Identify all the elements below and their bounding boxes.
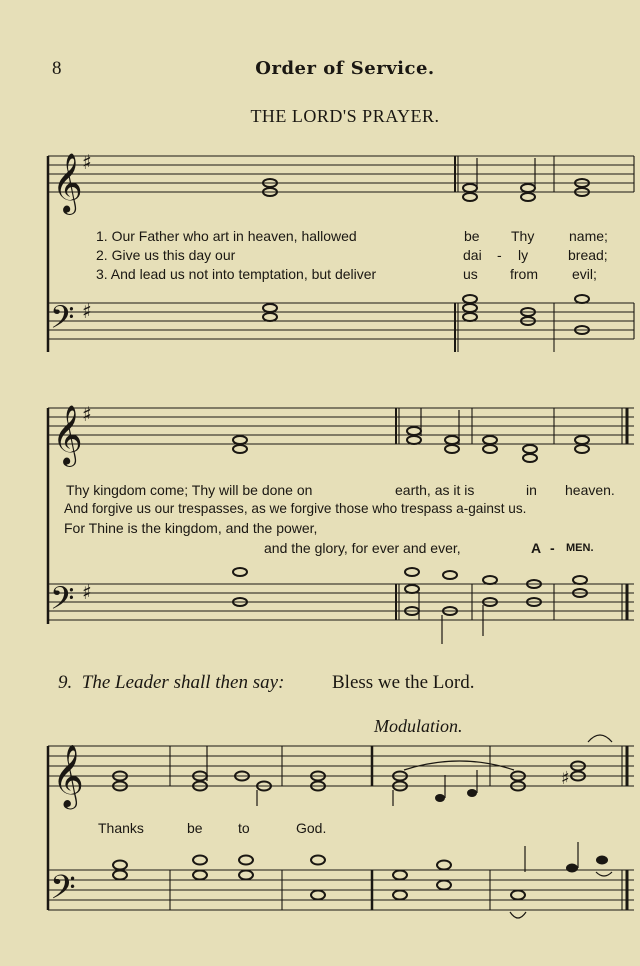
lyric-word: be [187,820,203,836]
system3-bass-staff [48,870,634,910]
lyric-word: God. [296,820,327,836]
verse-2-text: 2. Give us this day our [96,247,236,263]
amen-syllable: MEN. [566,542,594,554]
verse-3-word: from [510,266,538,282]
verse-3-word: evil; [572,266,597,282]
item-9-instruction [58,672,284,694]
verse-1-word: name; [569,228,608,244]
verse-2-word: dai [463,247,482,263]
lyric-line: Thy kingdom come; Thy will be done on [66,482,313,498]
verse-1-text: 1. Our Father who art in heaven, hallowed [96,228,357,244]
bass-clef-icon: 𝄢 [50,299,75,343]
sharp-icon: ♯ [82,299,92,323]
item-number: 9. [58,672,73,693]
bass-clef-icon: 𝄢 [50,869,76,915]
sharp-icon: ♯ [82,150,92,174]
verse-2-dash: - [497,247,502,263]
amen-syllable: A [531,540,542,556]
lyric-word: Thanks [98,820,144,836]
bass-clef-icon: 𝄢 [50,580,75,624]
page-number: 8 [52,58,62,79]
verse-2-word: bread; [568,247,608,263]
modulation-label: Modulation. [374,716,463,736]
system1-bass-staff [48,303,634,339]
sharp-icon: ♯ [82,402,92,426]
verse-3-word: us [463,266,478,282]
system3-treble-staff [48,746,634,786]
lyric-line: heaven. [565,482,615,498]
hymn-title: THE LORD'S PRAYER. [250,106,440,126]
verse-1-word: Thy [511,228,535,244]
leader-response: Bless we the Lord. [332,672,475,693]
sharp-icon: ♯ [82,580,92,604]
treble-clef-icon: 𝄞 [52,153,83,213]
lyric-line: earth, as it is [395,482,475,498]
amen-dash: - [550,540,555,556]
system2-treble-staff [48,408,634,444]
sharp-icon: ♯ [561,768,570,789]
lyric-line: in [526,482,537,498]
verse-2-word: ly [518,247,529,263]
running-header: Order of Service. [255,58,435,79]
instruction-text: The Leader shall then say: [81,672,285,693]
lyric-line: and the glory, for ever and ever, [264,540,461,556]
lyric-word: to [238,820,250,836]
filled-noteheads [435,789,608,873]
system1-treble-staff [48,156,634,192]
treble-clef-icon: 𝄞 [52,405,83,465]
system2-bass-staff [48,584,634,620]
lyric-line: And forgive us our trespasses, as we forgive those who trespass a-gainst us. [64,501,527,516]
lyric-line: For Thine is the kingdom, and the power, [64,520,318,536]
verse-3-text: 3. And lead us not into temptation, but deliver [96,266,377,282]
verse-1-word: be [464,228,480,244]
treble-clef-icon: 𝄞 [52,744,84,807]
